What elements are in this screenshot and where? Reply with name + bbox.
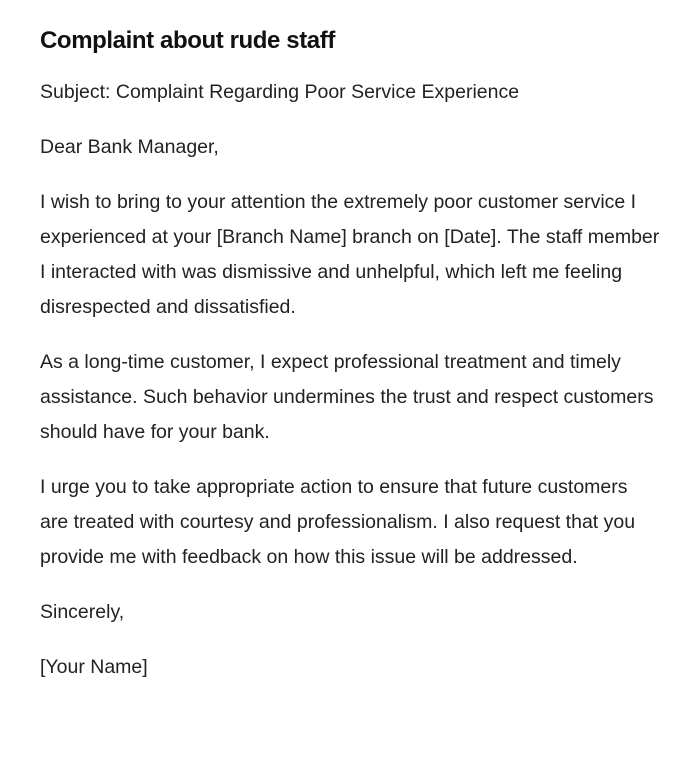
letter-signature: [Your Name] <box>40 656 148 678</box>
letter-salutation: Dear Bank Manager, <box>40 136 219 158</box>
letter-paragraph-1: I wish to bring to your attention the extremely poor customer service I experienced at your [Branch Name] branch on [Date]. The staff member I interacted with was dismissive and unhelpful, which left me feeling disrespected and dissatisfied. <box>40 191 660 318</box>
letter-subject: Subject: Complaint Regarding Poor Service Experience <box>40 81 520 103</box>
letter-title: Complaint about rude staff <box>40 27 335 54</box>
letter-paragraph-3: I urge you to take appropriate action to ensure that future customers are treated with courtesy and professionalism. I also request that you provide me with feedback on how this issue will be addressed. <box>40 476 636 568</box>
letter-closing: Sincerely, <box>40 601 125 623</box>
letter-paragraph-2: As a long-time customer, I expect professional treatment and timely assistance. Such behavior undermines the trust and respect customers should have for your bank. <box>40 351 654 443</box>
